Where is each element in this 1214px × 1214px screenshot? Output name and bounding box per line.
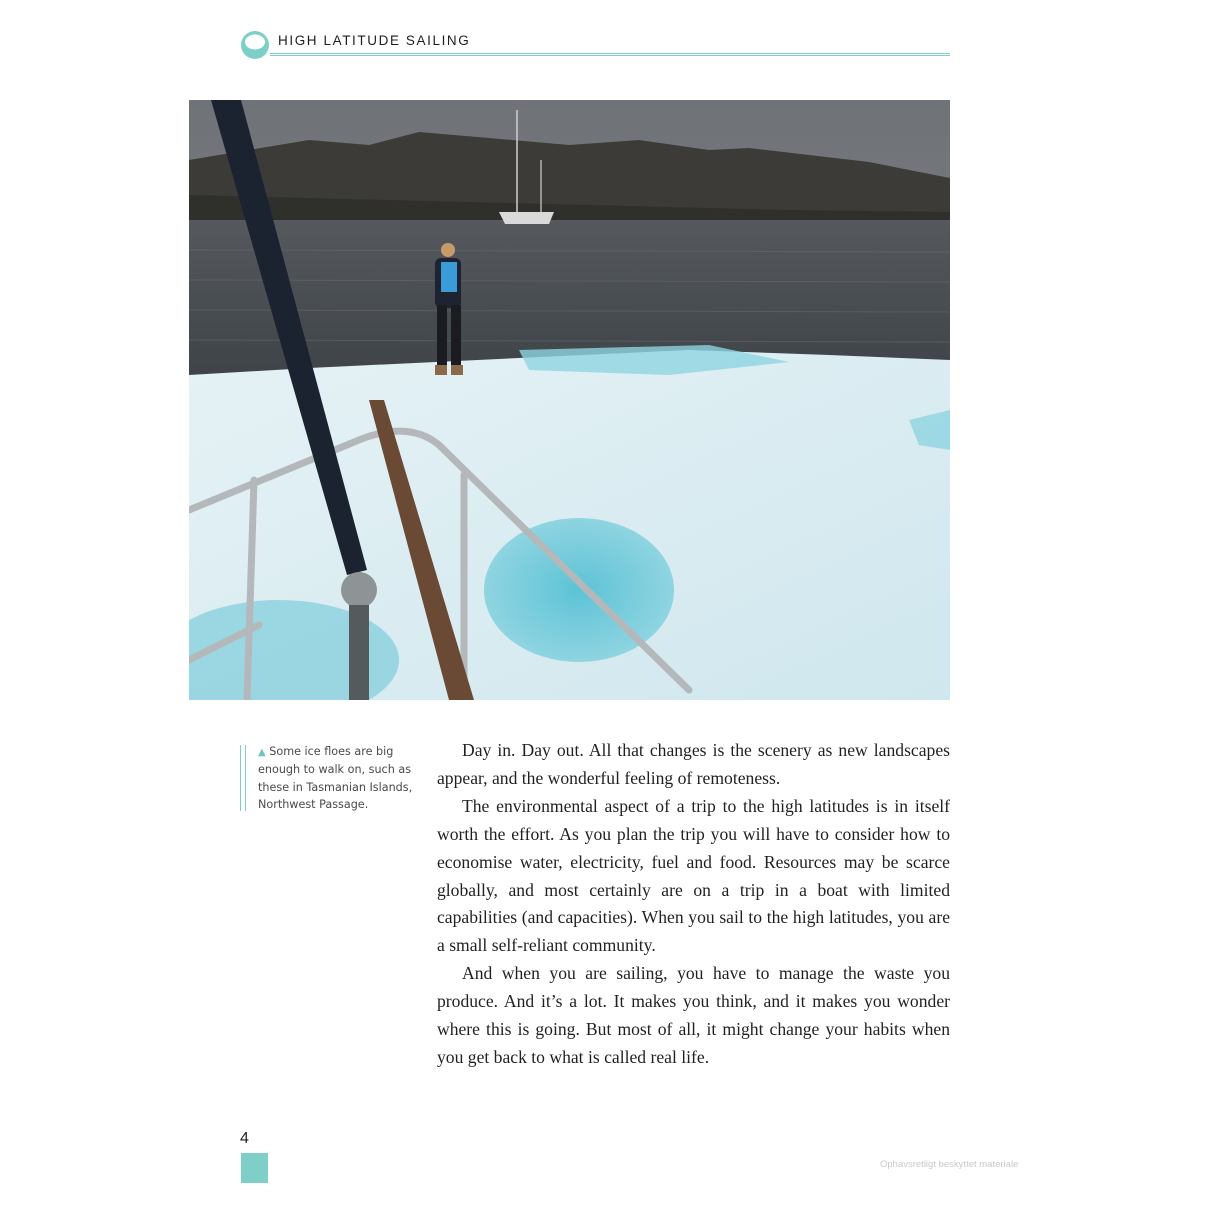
header-rule xyxy=(270,53,950,57)
paragraph: And when you are sailing, you have to manage the waste you produce. And it’s a lot. It makes you think, and it makes you wonder where this is going. But most of all, it might change your habits when you get back to what is called real life. xyxy=(437,963,950,1067)
caption-accent-bars xyxy=(240,745,248,811)
paragraph: The environmental aspect of a trip to the high latitudes is in itself worth the effort. As you plan the trip you will have to consider how to economise water, electricity, fuel and food. Resources may be scarce globally, and most certainly are on a trip in a boat with limited capabilities (and capacities). When you sail to the high latitudes, you are a small self-reliant community. xyxy=(437,795,950,956)
running-header-title: HIGH LATITUDE SAILING xyxy=(278,33,471,48)
copyright-watermark: Ophavsretligt beskyttet materiale xyxy=(880,1159,1019,1170)
caption-triangle-icon: ▲ xyxy=(258,747,266,758)
caption-text: Some ice floes are big enough to walk on, such as these in Tasmanian Islands, Northwest Passage. xyxy=(258,745,413,812)
ice-floe-photo xyxy=(189,100,950,700)
photo-caption xyxy=(258,743,418,814)
page-number-accent-square xyxy=(241,1153,268,1183)
book-logo-icon xyxy=(240,30,270,60)
paragraph: Day in. Day out. All that changes is the scenery as new landscapes appear, and the wonderful feeling of remoteness. xyxy=(437,740,950,788)
page-number: 4 xyxy=(240,1130,249,1147)
body-text xyxy=(437,737,950,1072)
